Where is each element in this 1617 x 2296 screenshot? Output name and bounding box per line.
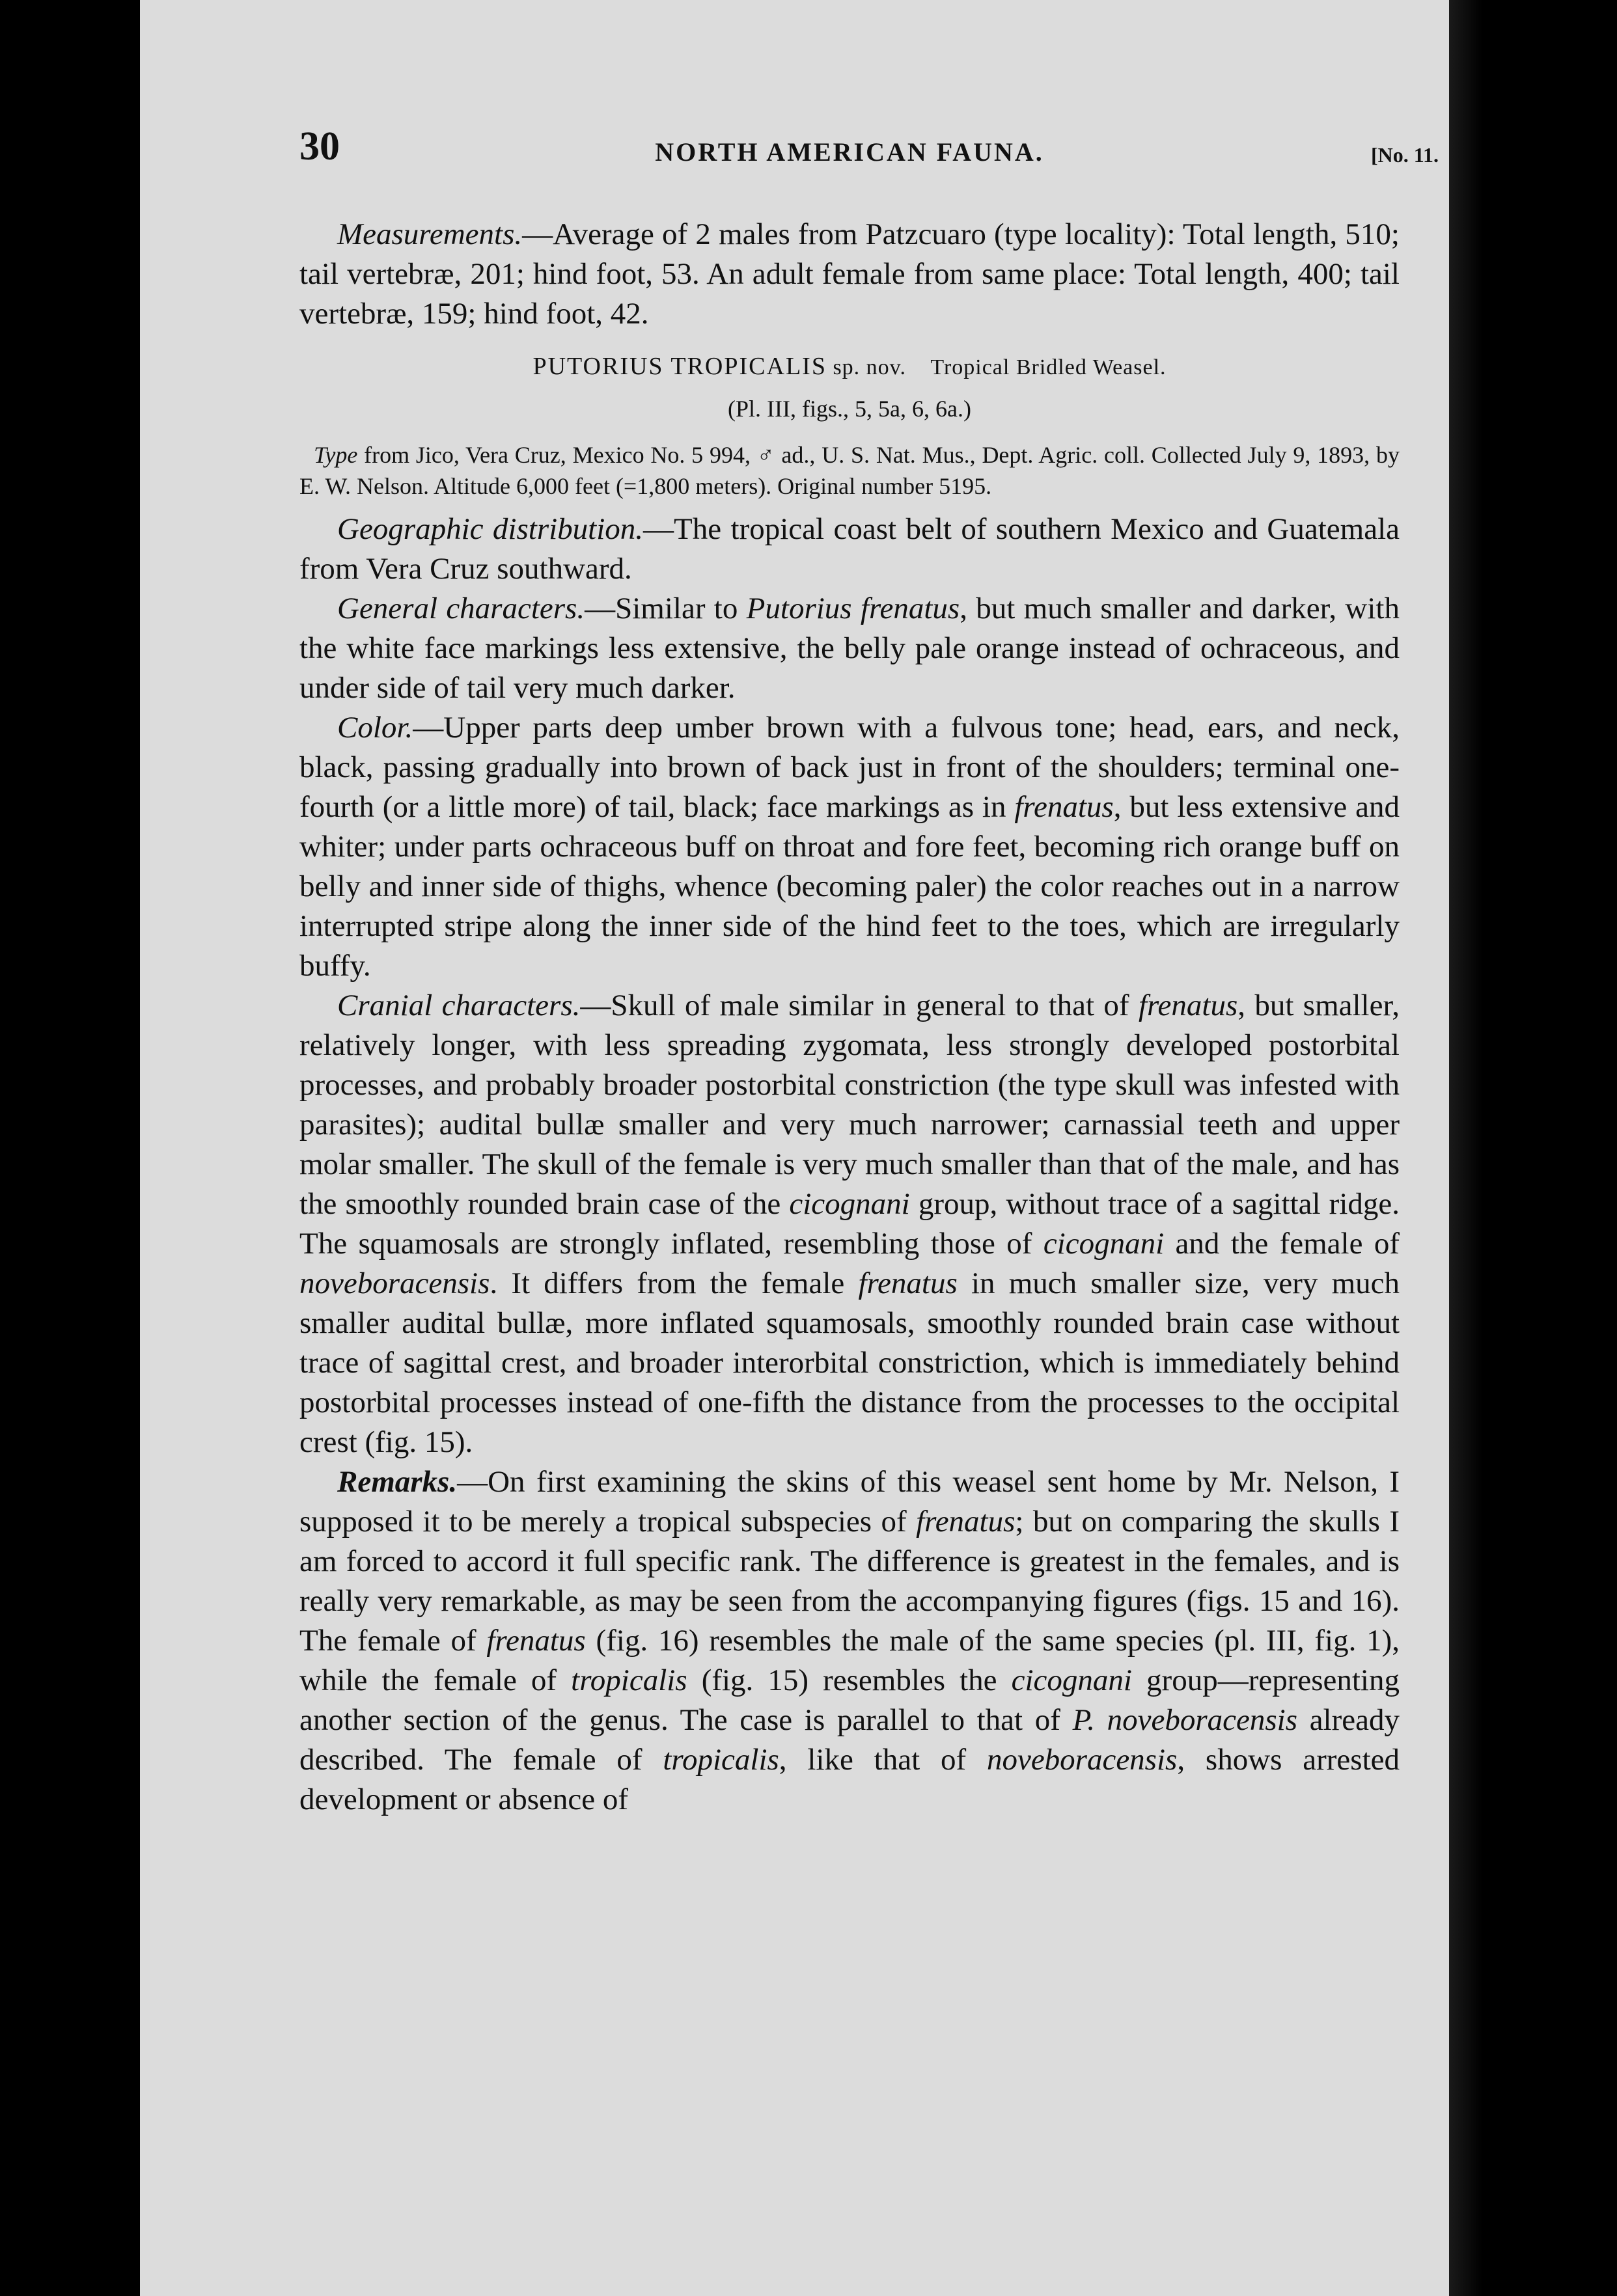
measurements-text: —Average of 2 males from Patzcuaro (type locality): Total length, 510; tail vertebræ, 201; hind foot, 53. An adult female from same place: Total length, 400; tail vertebræ, 159; hind foot, 42. xyxy=(299,217,1400,331)
cranial-text-3: group, without trace of a sagittal ridge. The squamosals are strongly inflated, resembling those of xyxy=(299,1187,1400,1261)
measurements-paragraph xyxy=(299,215,1400,334)
cranial-italic-1: frenatus xyxy=(1138,989,1238,1022)
cranial-text-1: —Skull of male similar in general to that of xyxy=(580,989,1139,1022)
page-content xyxy=(299,124,1439,1820)
cranial-text-6: in much smaller size, very much smaller audital bullæ, more inflated squamosals, smoothly rounded brain case without trace of sagittal crest, and broader interorbital constriction, which is immediately behind postorbital processes instead of one-fifth the distance from the processes to the occipital crest (fig. 15). xyxy=(299,1266,1400,1459)
remarks-paragraph xyxy=(299,1462,1400,1820)
journal-title: NORTH AMERICAN FAUNA. xyxy=(655,137,1044,167)
scan-background-right xyxy=(1449,0,1533,2296)
remarks-italic-4: cicognani xyxy=(1011,1663,1132,1697)
remarks-text-1: —On first examining the skins of this weasel sent home by Mr. Nelson, I supposed it to be merely a tropical subspecies of xyxy=(299,1465,1400,1538)
remarks-text-6: already described. The female of xyxy=(299,1703,1400,1777)
type-lead: Type xyxy=(314,442,358,468)
remarks-text-5: group—representing another section of the genus. The case is parallel to that of xyxy=(299,1663,1400,1737)
general-text-cont: , but much smaller and darker, with the white face markings less extensive, the belly pale orange instead of ochraceous, and under side of tail very much darker. xyxy=(299,592,1400,705)
general-characters-paragraph xyxy=(299,589,1400,708)
cranial-text-5: . It differs from the female xyxy=(490,1266,859,1300)
remarks-italic-5: P. noveboracensis xyxy=(1072,1703,1298,1737)
species-status: sp. nov. xyxy=(833,355,906,379)
general-lead: General characters. xyxy=(337,592,585,625)
plate-reference: (Pl. III, figs., 5, 5a, 6, 6a.) xyxy=(728,396,971,422)
book-page xyxy=(140,0,1533,2296)
distribution-lead: Geographic distribution. xyxy=(337,512,644,546)
remarks-italic-3: tropicalis xyxy=(571,1663,687,1697)
general-italic: Putorius frenatus xyxy=(746,592,960,625)
cranial-text-2: , but smaller, relatively longer, with less spreading zygomata, less strongly developed postorbital processes, and probably broader postorbital constriction (the type skull was infested with parasites); audital bullæ smaller and very much narrower; carnassial teeth and upper molar smaller. The skull of the female is very much smaller than that of the male, and has the smoothly rounded brain case of the xyxy=(299,989,1400,1221)
species-heading xyxy=(299,352,1400,381)
remarks-text-7: , like that of xyxy=(779,1743,987,1777)
issue-reference: [No. 11. xyxy=(1371,143,1439,167)
remarks-italic-1: frenatus xyxy=(916,1505,1016,1538)
remarks-text-4: (fig. 15) resembles the xyxy=(687,1663,1012,1697)
color-text-cont: , but less extensive and whiter; under parts ochraceous buff on throat and fore feet, becoming rich orange buff on belly and inner side of thighs, whence (becoming paler) the color reaches out in a narrow interrupted stripe along the inner side of the hind feet to the toes, which are irregularly buffy. xyxy=(299,790,1400,983)
cranial-italic-2: cicognani xyxy=(789,1187,910,1221)
distribution-text: —The tropical coast belt of southern Mexico and Guatemala from Vera Cruz southward. xyxy=(299,512,1400,586)
remarks-lead: Remarks. xyxy=(337,1465,458,1499)
species-name: PUTORIUS TROPICALIS xyxy=(532,353,827,380)
running-head xyxy=(299,124,1439,182)
remarks-text-8: , shows arrested development or absence of xyxy=(299,1743,1400,1816)
color-paragraph xyxy=(299,708,1400,986)
distribution-paragraph xyxy=(299,510,1400,589)
cranial-lead: Cranial characters. xyxy=(337,989,581,1022)
type-text: from Jico, Vera Cruz, Mexico No. 5 994, ♂ ad., U. S. Nat. Mus., Dept. Agric. coll. Collected July 9, 1893, by E. W. Nelson. Altitude 6,000 feet (=1,800 meters). Original number 5195. xyxy=(299,442,1400,499)
species-common-name: Tropical Bridled Weasel. xyxy=(930,355,1167,379)
general-text: —Similar to xyxy=(585,592,747,625)
remarks-italic-7: noveboracensis xyxy=(986,1743,1178,1777)
cranial-italic-3: cicognani xyxy=(1043,1227,1165,1261)
remarks-text-2: ; but on comparing the skulls I am forced to accord it full specific rank. The difference is greatest in the females, and is really very remarkable, as may be seen from the accompanying figures (figs. 15 and 16). The female of xyxy=(299,1505,1400,1658)
cranial-characters-paragraph xyxy=(299,986,1400,1462)
remarks-italic-2: frenatus xyxy=(486,1624,586,1658)
remarks-italic-6: tropicalis xyxy=(663,1743,779,1777)
color-italic: frenatus xyxy=(1014,790,1114,824)
measurements-lead: Measurements. xyxy=(337,217,523,251)
remarks-text-3: (fig. 16) resembles the male of the same species (pl. III, fig. 1), while the female of xyxy=(299,1624,1400,1697)
cranial-italic-5: frenatus xyxy=(858,1266,958,1300)
color-text: —Upper parts deep umber brown with a fulvous tone; head, ears, and neck, black, passing gradually into brown of back just in front of the shoulders; terminal one-fourth (or a little more) of tail, black; face markings as in xyxy=(299,711,1400,824)
cranial-text-4: and the female of xyxy=(1164,1227,1400,1261)
type-specimen-paragraph xyxy=(299,439,1400,502)
color-lead: Color. xyxy=(337,711,413,745)
scan-background-left xyxy=(0,0,140,2296)
page-number: 30 xyxy=(299,124,340,169)
cranial-italic-4: noveboracensis xyxy=(299,1266,490,1300)
